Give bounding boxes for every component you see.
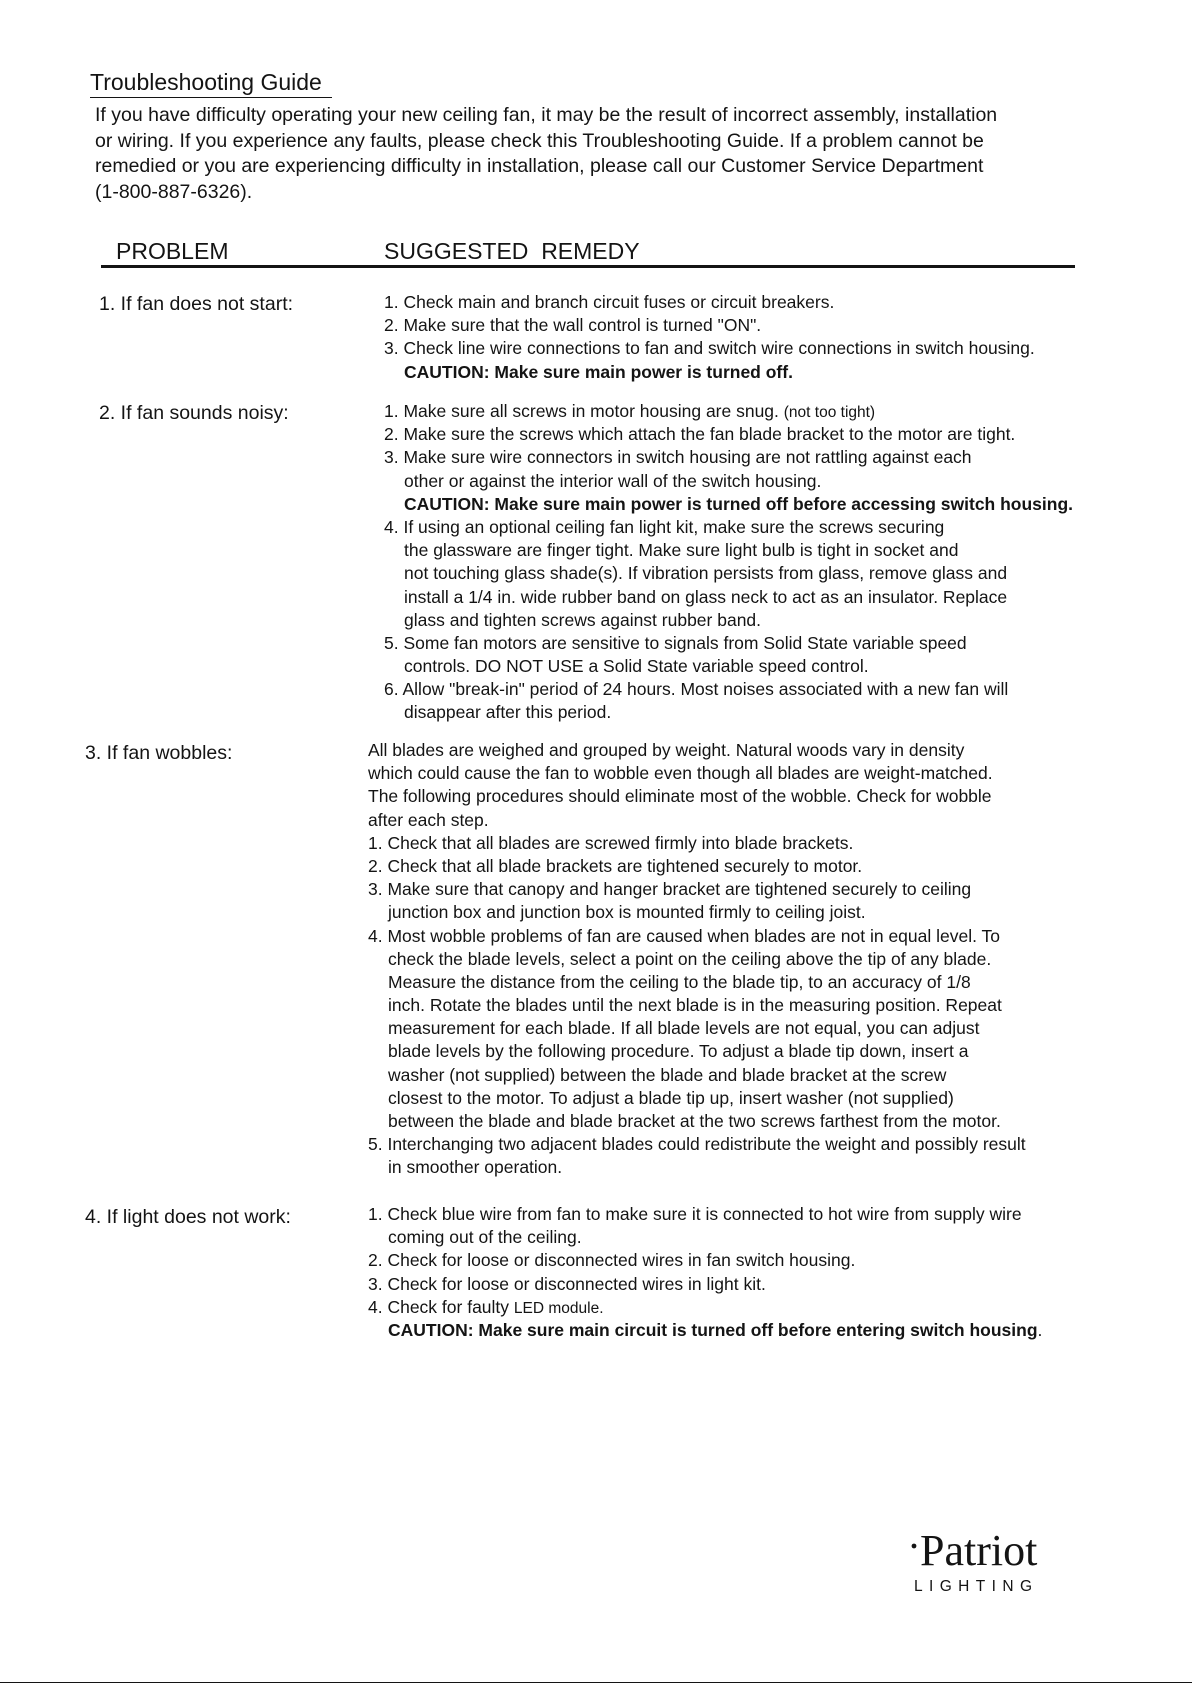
remedy-line-text: 1. Make sure all screws in motor housing are snug.: [384, 401, 784, 421]
remedy-line: [384, 291, 1035, 314]
remedy-line-text: 2. Make sure the screws which attach the fan blade bracket to the motor are tight.: [384, 424, 1016, 445]
remedy-line: [384, 678, 1073, 701]
page-title: Troubleshooting Guide: [90, 68, 332, 98]
remedy-line-text: 5. Interchanging two adjacent blades could redistribute the weight and possibly result: [368, 1134, 1026, 1155]
remedy-line-text: 2. Check for loose or disconnected wires in fan switch housing.: [368, 1250, 856, 1271]
remedy-line-text: 3. Check line wire connections to fan and switch wire connections in switch housing.: [384, 338, 1035, 359]
remedy-line-text: closest to the motor. To adjust a blade tip up, insert washer (not supplied): [388, 1087, 954, 1108]
remedy-line: [384, 337, 1035, 360]
remedy-line-text: not touching glass shade(s). If vibration persists from glass, remove glass and: [404, 563, 1008, 584]
bottom-rule: [0, 1682, 1192, 1683]
remedy-line-tail: .: [1037, 1319, 1043, 1340]
caution-line: [384, 361, 1035, 384]
remedy-line: [368, 1064, 1026, 1087]
remedy-line-text: measurement for each blade. If all blade levels are not equal, you can adjust: [388, 1018, 980, 1039]
remedy-line: [368, 739, 1026, 762]
remedy-line: [368, 855, 1026, 878]
remedy-line-note: (not too tight): [783, 404, 876, 421]
remedy-3-list: [368, 739, 1026, 1180]
remedy-line-text: 4. Most wobble problems of fan are caused when blades are not in equal level. To: [368, 925, 1001, 946]
remedy-line: [384, 400, 1073, 423]
remedy-line-text: CAUTION: Make sure main power is turned off.: [404, 361, 793, 382]
remedy-2-list: [384, 400, 1073, 725]
remedy-line-text: washer (not supplied) between the blade and blade bracket at the screw: [388, 1064, 947, 1085]
logo-subtitle: LIGHTING: [914, 1578, 1039, 1595]
remedy-line-text: glass and tighten screws against rubber band.: [404, 609, 762, 630]
remedy-line: [384, 701, 1073, 724]
remedy-line: [384, 632, 1073, 655]
remedy-line-text: controls. DO NOT USE a Solid State variable speed control.: [404, 656, 869, 677]
remedy-line-text: 5. Some fan motors are sensitive to signals from Solid State variable speed: [384, 632, 967, 653]
remedy-line: [368, 1087, 1026, 1110]
remedy-line-text: 4. Check for faulty: [368, 1296, 514, 1317]
remedy-line: [368, 1110, 1026, 1133]
remedy-line: [368, 762, 1026, 785]
remedy-line: [384, 423, 1073, 446]
intro-line: (1-800-887-6326).: [95, 180, 253, 203]
remedy-line: [368, 1133, 1026, 1156]
logo-wordmark: Patriot: [920, 1526, 1038, 1575]
problem-4-label: 4. If light does not work:: [85, 1206, 291, 1228]
remedy-line-text: 2. Check that all blade brackets are tightened securely to motor.: [368, 855, 863, 876]
remedy-line: [368, 994, 1026, 1017]
remedy-line: [384, 516, 1073, 539]
remedy-line: [384, 609, 1073, 632]
remedy-line: [384, 586, 1073, 609]
remedy-line: [368, 878, 1026, 901]
remedy-line-text: Measure the distance from the ceiling to the blade tip, to an accuracy of 1/8: [388, 971, 971, 992]
remedy-line: [368, 948, 1026, 971]
remedy-line-text: 1. Check that all blades are screwed firmly into blade brackets.: [368, 832, 854, 853]
intro-line: If you have difficulty operating your new ceiling fan, it may be the result of incorrect assembly, installation: [95, 104, 998, 126]
remedy-line: [368, 1040, 1026, 1063]
problem-2-label: 2. If fan sounds noisy:: [99, 402, 289, 424]
remedy-line-text: 6. Allow "break-in" period of 24 hours. Most noises associated with a new fan will: [384, 679, 1009, 700]
caution-line: [368, 1319, 1042, 1342]
remedy-line-text: check the blade levels, select a point on the ceiling above the tip of any blade.: [388, 948, 992, 969]
remedy-line-text: CAUTION: Make sure main circuit is turned off before entering switch housing: [388, 1319, 1038, 1340]
remedy-line: [368, 971, 1026, 994]
patriot-lighting-logo-mark: [908, 1526, 1078, 1596]
remedy-line: [384, 539, 1073, 562]
remedy-line: [384, 655, 1073, 678]
remedy-line: [368, 1273, 1042, 1296]
remedy-line: [384, 562, 1073, 585]
remedy-line-text: 1. Check main and branch circuit fuses or circuit breakers.: [384, 292, 835, 312]
remedy-line: [384, 314, 1035, 337]
remedy-line-text: All blades are weighed and grouped by weight. Natural woods vary in density: [368, 740, 965, 760]
intro-line: remedied or you are experiencing difficulty in installation, please call our Customer Service Department: [95, 155, 984, 177]
remedy-column-header: SUGGESTED REMEDY: [384, 238, 640, 264]
remedy-line: [384, 470, 1073, 493]
problem-3-label: 3. If fan wobbles:: [85, 742, 233, 764]
remedy-line: [368, 1203, 1042, 1226]
remedy-line: [368, 1249, 1042, 1272]
remedy-line-text: between the blade and blade bracket at the two screws farthest from the motor.: [388, 1111, 1001, 1131]
remedy-line-text: the glassware are finger tight. Make sure light bulb is tight in socket and: [404, 540, 959, 561]
remedy-1-list: [384, 291, 1035, 384]
remedy-line: [368, 832, 1026, 855]
remedy-line-text: inch. Rotate the blades until the next blade is in the measuring position. Repeat: [388, 995, 1002, 1016]
remedy-line: [368, 785, 1026, 808]
remedy-line-text: 2. Make sure that the wall control is turned "ON".: [384, 315, 762, 336]
remedy-line-text: 3. Check for loose or disconnected wires in light kit.: [368, 1273, 766, 1294]
caution-line: [384, 493, 1073, 516]
remedy-line-text: other or against the interior wall of the switch housing.: [404, 470, 822, 491]
remedy-line: [368, 1156, 1026, 1179]
remedy-line-note: LED module.: [513, 1299, 604, 1317]
remedy-line: [368, 1296, 1042, 1319]
remedy-line: [368, 1226, 1042, 1249]
header-rule: [101, 265, 1075, 268]
problem-1-label: 1. If fan does not start:: [99, 293, 294, 315]
remedy-line-text: 4. If using an optional ceiling fan light kit, make sure the screws securing: [384, 516, 945, 537]
remedy-line-text: which could cause the fan to wobble even though all blades are weight-matched.: [368, 763, 993, 784]
remedy-line-text: in smoother operation.: [388, 1157, 563, 1178]
problem-column-header: PROBLEM: [116, 238, 229, 264]
remedy-line-text: 1. Check blue wire from fan to make sure it is connected to hot wire from supply wire: [368, 1204, 1022, 1224]
remedy-line-text: after each step.: [368, 809, 489, 830]
patriot-lighting-logo: [908, 1526, 1078, 1596]
remedy-line-text: CAUTION: Make sure main power is turned off before accessing switch housing.: [404, 493, 1074, 514]
remedy-line-text: coming out of the ceiling.: [388, 1227, 582, 1248]
remedy-line: [368, 901, 1026, 924]
remedy-line-text: The following procedures should eliminate most of the wobble. Check for wobble: [368, 786, 992, 807]
intro-paragraph: [95, 103, 1105, 205]
remedy-line-text: 3. Make sure that canopy and hanger bracket are tightened securely to ceiling: [368, 879, 972, 900]
intro-line: or wiring. If you experience any faults, please check this Troubleshooting Guide. If a problem cannot be: [95, 129, 984, 152]
remedy-line: [384, 446, 1073, 469]
remedy-4-list: [368, 1203, 1042, 1342]
remedy-line-text: install a 1/4 in. wide rubber band on glass neck to act as an insulator. Replace: [404, 586, 1008, 607]
remedy-line-text: blade levels by the following procedure. To adjust a blade tip down, insert a: [388, 1041, 969, 1062]
remedy-line-text: disappear after this period.: [404, 702, 612, 723]
remedy-line: [368, 925, 1026, 948]
remedy-line: [368, 809, 1026, 832]
remedy-line-text: junction box and junction box is mounted firmly to ceiling joist.: [388, 902, 866, 923]
remedy-line: [368, 1017, 1026, 1040]
remedy-line-text: 3. Make sure wire connectors in switch housing are not rattling against each: [384, 447, 972, 468]
